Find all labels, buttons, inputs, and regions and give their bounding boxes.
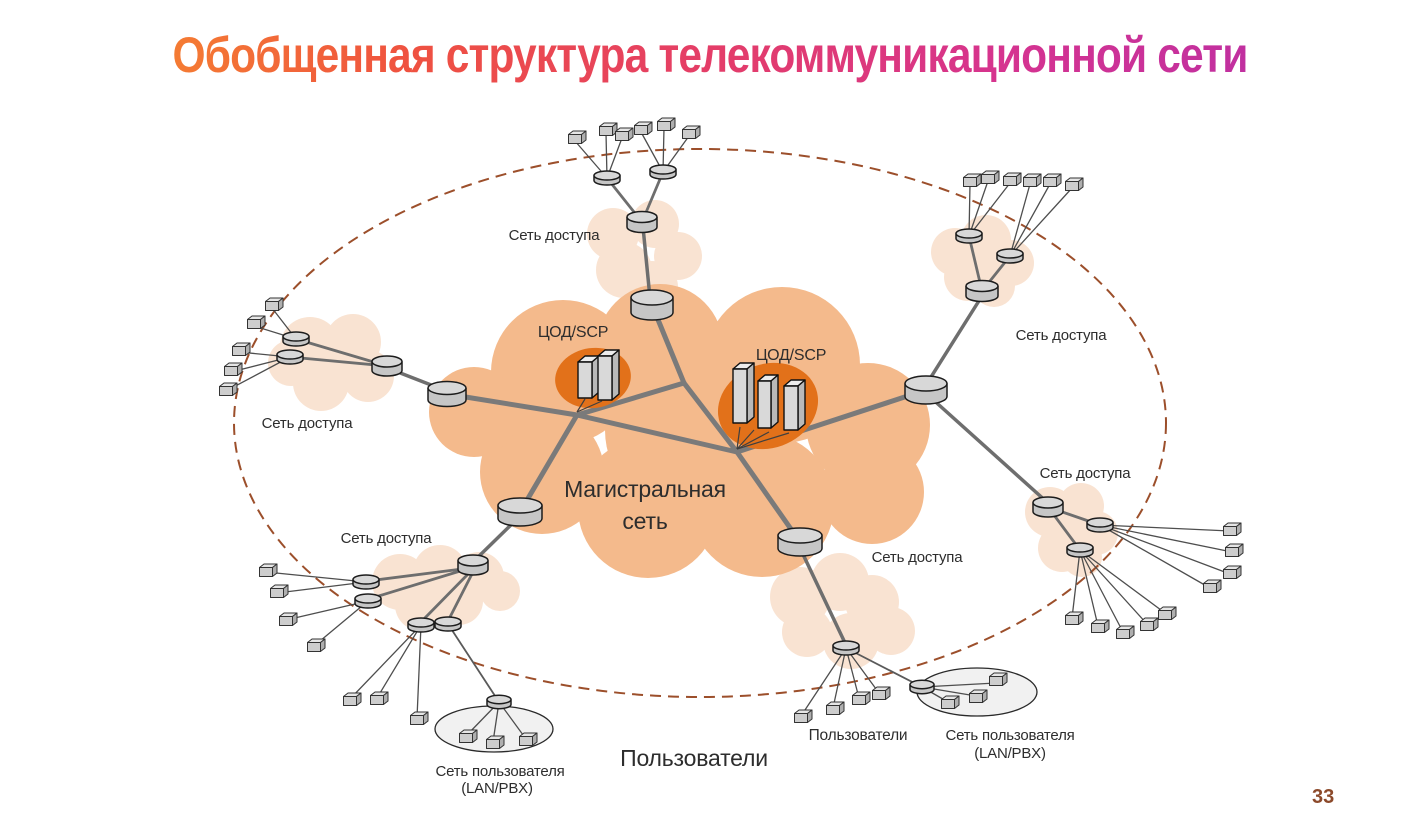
end-device [1092,620,1110,633]
end-device [827,702,845,715]
access-switch [277,350,303,364]
end-device [1024,174,1042,187]
access-network-label-left: Сеть доступа [261,415,353,432]
end-device [1159,607,1177,620]
end-device [1141,618,1159,631]
end-device [411,712,429,725]
end-device [1224,566,1242,579]
end-device [1204,580,1222,593]
end-device [266,298,284,311]
access-switch [594,171,620,185]
end-device [683,126,701,139]
end-device [1226,544,1244,557]
end-device [1066,178,1084,191]
end-device [487,736,505,749]
access-network-label-lower-left: Сеть доступа [340,530,432,547]
access-switch [1087,518,1113,532]
end-device [308,639,326,652]
end-device [982,171,1000,184]
end-device [853,692,871,705]
access-switch [408,618,434,632]
slide-title: Обобщенная структура телекоммуникационной сети [107,26,1314,84]
dc-scp-label-right: ЦОД/SCP [755,347,827,364]
end-device [271,585,289,598]
user-network-switch [487,695,511,708]
access-switch [1067,543,1093,557]
backbone-router-bottom-left [498,498,542,526]
user-network-label-right-line1: Сеть пользователя [945,727,1075,744]
end-device [1117,626,1135,639]
access-network-label-top-right: Сеть доступа [1015,327,1107,344]
end-device [1004,173,1022,186]
backbone-label-line2: сеть [622,508,668,534]
user-network-switch [910,680,934,693]
end-device [260,564,278,577]
end-device [635,122,653,135]
access-node-top-right [966,281,998,302]
end-device [873,687,891,700]
access-switch [956,229,982,243]
server-tower [578,356,599,398]
page-number: 33 [1312,786,1335,808]
end-device [233,343,251,356]
user-network-label-left-line2: (LAN/PBX) [461,780,533,797]
end-device [942,696,960,709]
access-network-label-top: Сеть доступа [508,227,600,244]
users-label-main: Пользователи [620,745,768,771]
access-node-top [627,212,657,233]
end-device [569,131,587,144]
server-tower [758,375,778,428]
end-device [1224,523,1242,536]
dc-scp-label-left: ЦОД/SCP [537,324,609,341]
end-device [616,128,634,141]
access-switch [997,249,1023,263]
access-switch [283,332,309,346]
end-device [220,383,238,396]
access-switch [435,617,461,631]
access-node-lower-left [458,555,488,575]
end-device [600,123,618,136]
backbone-router-left [428,382,466,407]
access-node-right [1033,497,1063,517]
end-device [280,613,298,626]
user-network-label-right-line2: (LAN/PBX) [974,745,1046,762]
end-device [795,710,813,723]
backbone-router-top [631,290,673,320]
access-switch [355,594,381,608]
server-tower [598,350,619,400]
end-device [460,730,478,743]
end-device [970,690,988,703]
access-switch [353,575,379,589]
end-device [1066,612,1084,625]
users-label-small: Пользователи [808,727,908,744]
access-node-left [372,356,402,376]
end-device [225,363,243,376]
backbone-label-line1: Магистральная [564,476,726,502]
end-device [371,692,389,705]
server-tower [784,380,805,430]
access-network-label-right: Сеть доступа [1039,465,1131,482]
server-tower [733,363,754,423]
end-device [1044,174,1062,187]
end-device [344,693,362,706]
backbone-router-right [905,376,947,404]
end-device [248,316,266,329]
backbone-router-bottom-right [778,528,822,556]
access-switch [833,641,859,655]
end-device [520,733,538,746]
end-device [990,673,1008,686]
end-device [964,174,982,187]
end-device [658,118,676,131]
user-network-label-left-line1: Сеть пользователя [435,763,565,780]
access-switch [650,165,676,179]
access-network-label-bottom: Сеть доступа [871,549,963,566]
